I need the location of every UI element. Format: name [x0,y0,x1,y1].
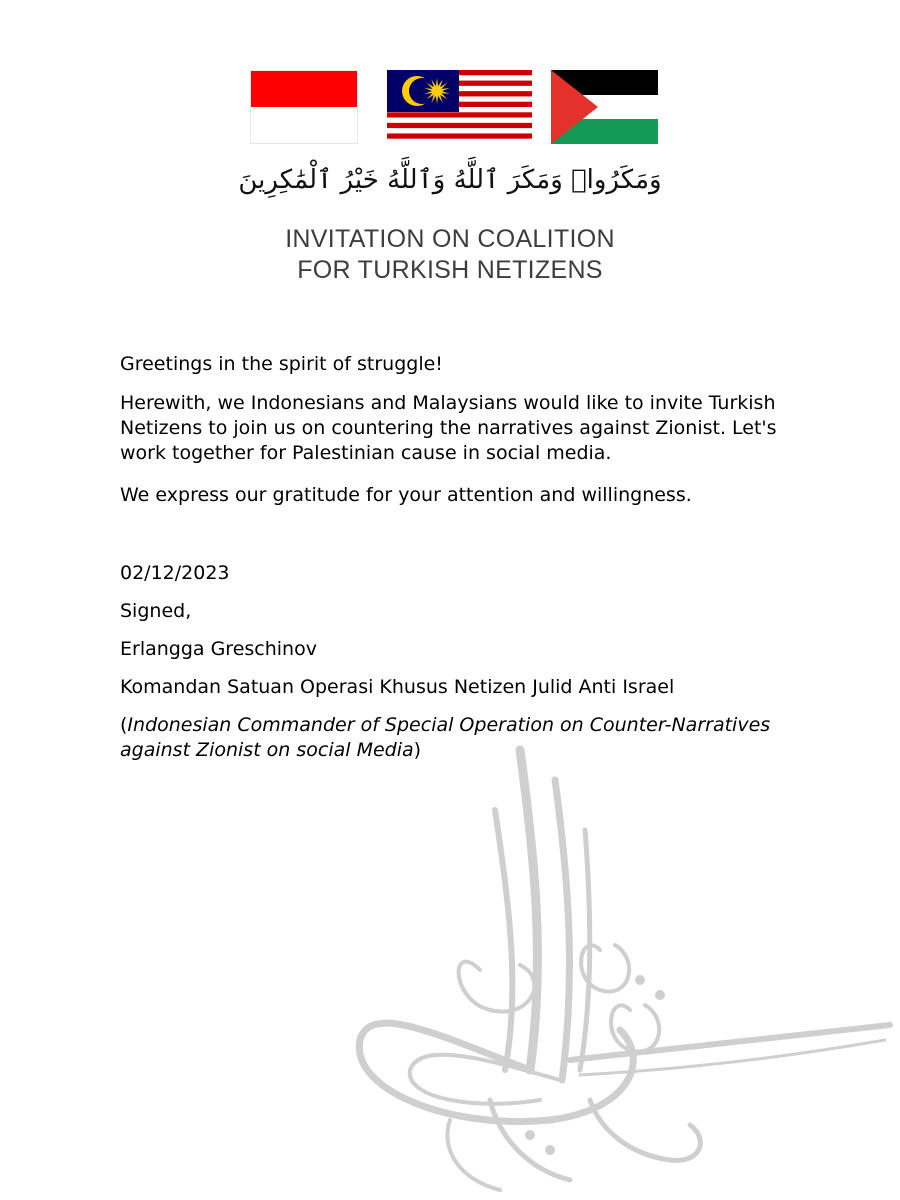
arabic-verse: وَمَكَرُوا۟ وَمَكَرَ ٱللَّهُ وَٱللَّهُ خَيْرُ ٱلْمَٰكِرِينَ [238,165,662,195]
role-translation-text: Indonesian Commander of Special Operation on Counter-Narratives against Zionist on social Media [120,714,771,761]
page-title [0,224,900,286]
signed-label: Signed, [120,600,192,622]
signatory-role: Komandan Satuan Operasi Khusus Netizen Julid Anti Israel [120,676,675,698]
paren-close: ) [413,739,422,761]
palestine-flag-icon [551,70,658,144]
title-line-2: FOR TURKISH NETIZENS [297,256,603,284]
greeting-text: Greetings in the spirit of struggle! [120,353,443,375]
gratitude-text: We express our gratitude for your attention and willingness. [120,484,692,506]
flag-row [0,70,900,144]
malaysia-flag-icon [387,70,532,144]
signatory-name: Erlangga Greschinov [120,638,317,660]
indonesia-flag-icon [250,70,358,144]
letter-date: 02/12/2023 [120,562,230,584]
calligraphy-tughra-icon [330,740,900,1200]
title-line-1: INVITATION ON COALITION [285,225,615,253]
paren-open: ( [120,714,128,736]
invitation-paragraph: Herewith, we Indonesians and Malaysians would like to invite Turkish Netizens to join us on countering the narratives against Zionist. Let's work together for Palestinian cause in social media. [120,392,777,464]
